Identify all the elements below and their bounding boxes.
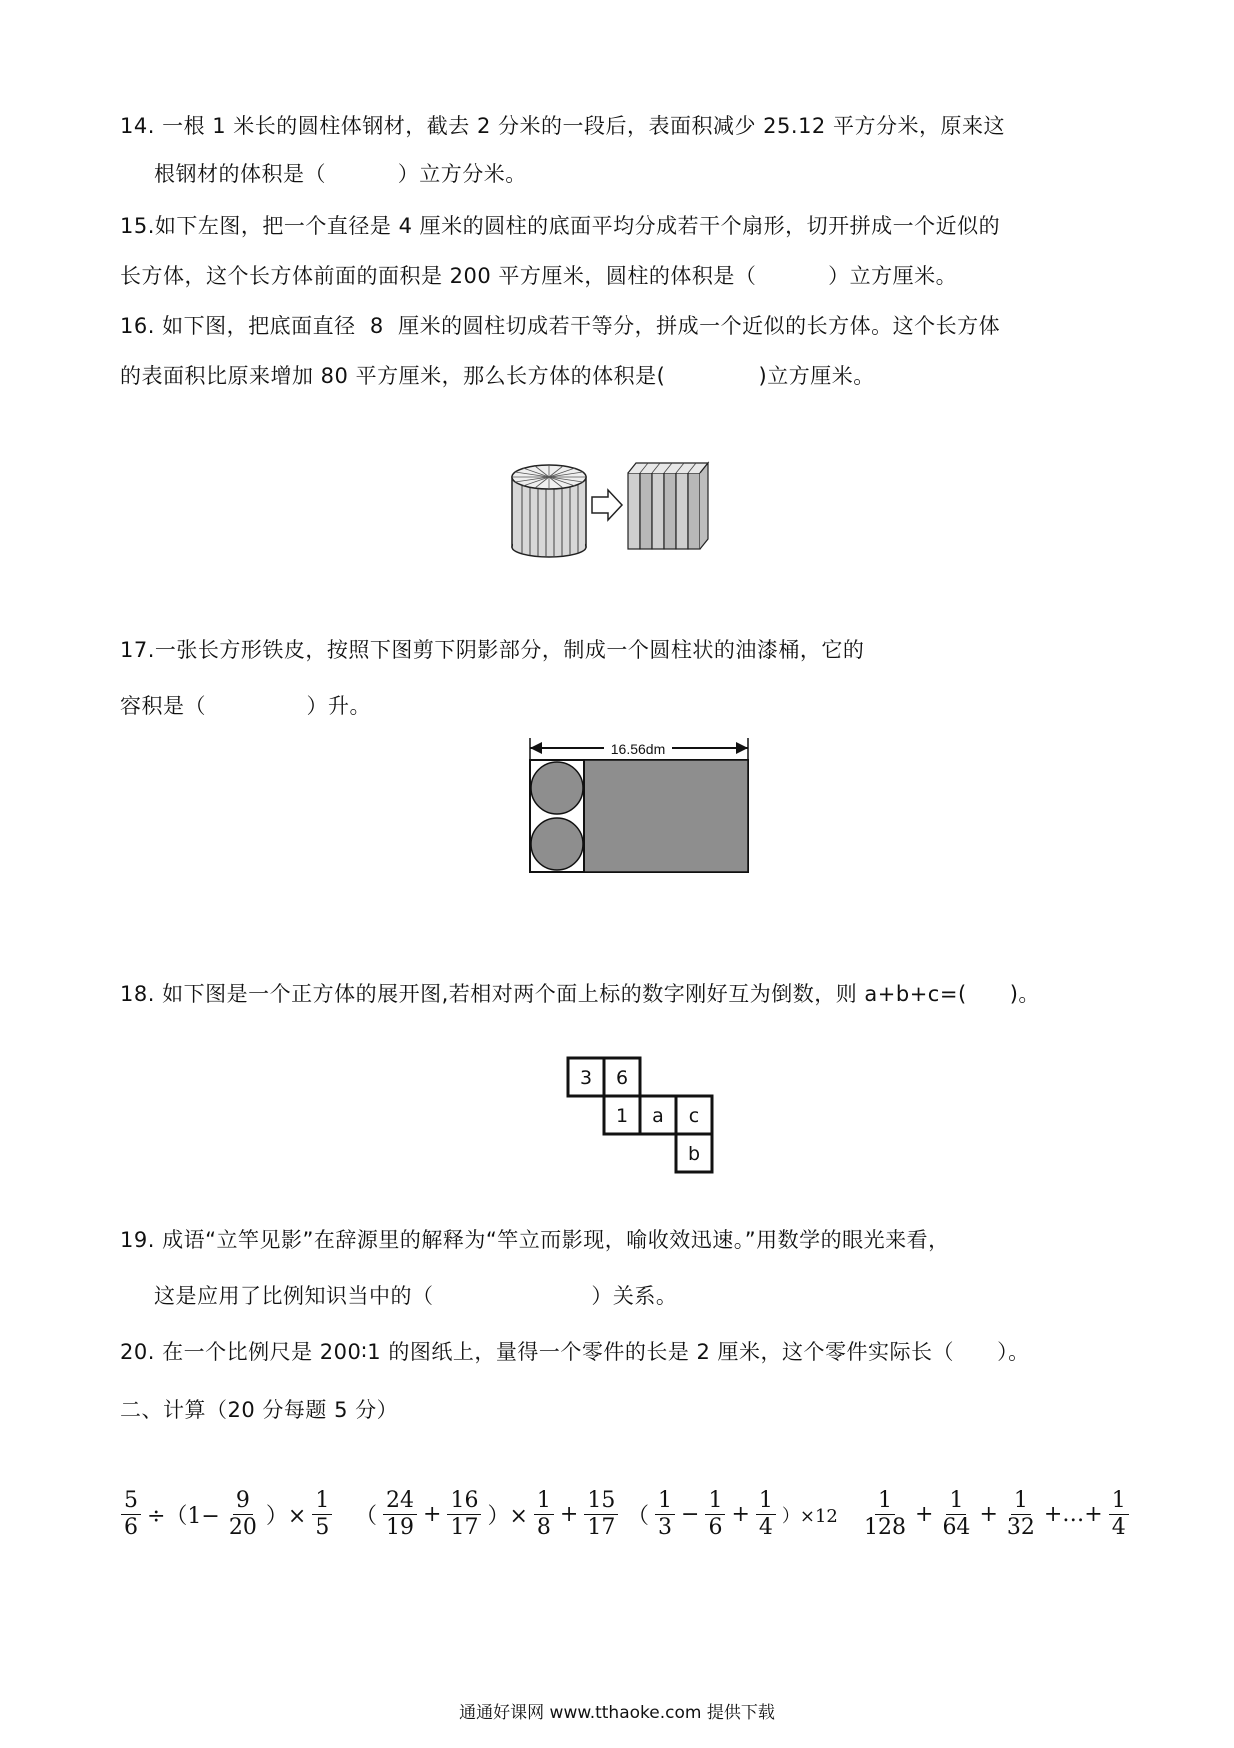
net-cell-3: 3	[579, 1067, 593, 1089]
cylinder-to-cuboid-figure	[500, 455, 720, 560]
arrow-icon	[592, 490, 622, 520]
dimension-line	[530, 738, 748, 760]
shaded-rectangle	[584, 760, 748, 872]
q19-line2: 这是应用了比例知识当中的（ ）关系。	[154, 1284, 678, 1308]
cylinder-shape	[512, 465, 586, 557]
q15-line2: 长方体，这个长方体前面的面积是 200 平方厘米，圆柱的体积是（ ）立方厘米。	[120, 264, 958, 288]
math-expression-2: （ $\frac{24}{19}$ + $\frac{16}{17}$ ）× $\frac{1}{8}$ + $\frac{15}{17}$	[352, 1488, 621, 1541]
net-cell-c: c	[688, 1105, 700, 1127]
footer-text: 通通好课网 www.tthaoke.com 提供下载	[459, 1703, 775, 1723]
q16-line2: 的表面积比原来增加 80 平方厘米，那么长方体的体积是( )立方厘米。	[120, 364, 875, 388]
cuboid-shape	[628, 463, 708, 549]
q16-line1: 16. 如下图，把底面直径 8 厘米的圆柱切成若干等分，拼成一个近似的长方体。这个长方体	[120, 314, 1001, 338]
dimension-label: 16.56dm	[610, 741, 666, 757]
q17-line2: 容积是（ ）升。	[120, 694, 371, 718]
cube-net-figure	[566, 1056, 732, 1208]
math-expression-4: $\frac{1}{128}$ + $\frac{1}{64}$ + $\frac{1}{32}$ +…+ $\frac{1}{4}$	[858, 1488, 1132, 1541]
q14-line2: 根钢材的体积是（ ）立方分米。	[154, 162, 527, 186]
net-cell-a: a	[652, 1105, 664, 1127]
net-cell-6: 6	[615, 1067, 629, 1089]
q15-line1: 15.如下左图，把一个直径是 4 厘米的圆柱的底面平均分成若干个扇形，切开拼成一个近似的	[120, 214, 1001, 238]
q20-line1: 20. 在一个比例尺是 200∶1 的图纸上，量得一个零件的长是 2 厘米，这个零件实际长（ ）。	[120, 1340, 1030, 1364]
bottom-circle	[531, 818, 583, 870]
q17-line1: 17.一张长方形铁皮，按照下图剪下阴影部分，制成一个圆柱状的油漆桶，它的	[120, 638, 865, 662]
math-expression-3: （ $\frac{1}{3}$ − $\frac{1}{6}$ + $\frac{1}{4}$ ）×12	[627, 1488, 838, 1540]
iron-sheet-figure	[520, 736, 760, 876]
top-circle	[531, 762, 583, 814]
net-cell-1: 1	[615, 1105, 629, 1127]
q18-line1: 18. 如下图是一个正方体的展开图,若相对两个面上标的数字刚好互为倒数，则 a+b+c=( )。	[120, 982, 1040, 1006]
q19-line1: 19. 成语“立竿见影”在辞源里的解释为“竿立而影现，喻收效迅速。”用数学的眼光来看，	[120, 1228, 950, 1252]
math-expression-1: $\frac{5}{6}$ ÷（1− $\frac{9}{20}$ ）× $\frac{1}{5}$	[118, 1488, 335, 1541]
net-cell-b: b	[687, 1143, 701, 1165]
section2-heading: 二、计算（20 分每题 5 分）	[120, 1398, 399, 1422]
q14-line1: 14. 一根 1 米长的圆柱体钢材，截去 2 分米的一段后，表面积减少 25.12 平方分米，原来这	[120, 114, 1005, 138]
